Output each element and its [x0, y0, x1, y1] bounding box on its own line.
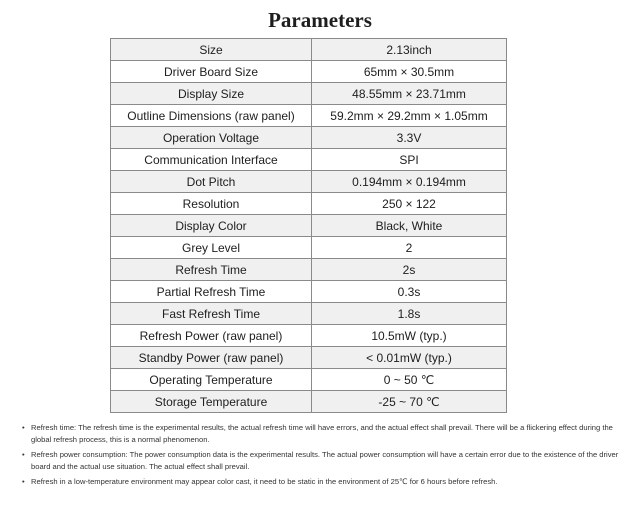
parameter-label: Partial Refresh Time [111, 281, 312, 303]
bullet-icon: • [22, 450, 25, 459]
parameter-value: < 0.01mW (typ.) [312, 347, 507, 369]
parameter-label: Storage Temperature [111, 391, 312, 413]
parameter-row [111, 215, 507, 237]
parameter-row [111, 369, 507, 391]
note-text: Refresh power consumption: The power consumption data is the experimental results. The actual power consumption will have a certain error due to the existence of the driver board and the actual use situation. The actual effect shall prevail. [31, 450, 619, 471]
parameter-label: Driver Board Size [111, 61, 312, 83]
parameter-row [111, 391, 507, 413]
parameter-label: Grey Level [111, 237, 312, 259]
parameter-row [111, 39, 507, 61]
notes-list [22, 422, 628, 492]
parameter-value: 0.3s [312, 281, 507, 303]
parameter-label: Display Size [111, 83, 312, 105]
parameter-label: Dot Pitch [111, 171, 312, 193]
parameter-value: 1.8s [312, 303, 507, 325]
parameter-label: Size [111, 39, 312, 61]
parameter-label: Standby Power (raw panel) [111, 347, 312, 369]
parameter-value: 3.3V [312, 127, 507, 149]
parameter-row [111, 61, 507, 83]
parameter-row [111, 149, 507, 171]
parameter-value: 0.194mm × 0.194mm [312, 171, 507, 193]
parameter-label: Refresh Power (raw panel) [111, 325, 312, 347]
parameter-label: Fast Refresh Time [111, 303, 312, 325]
note-item [22, 422, 628, 445]
page-title: Parameters [268, 8, 372, 32]
parameter-value: 65mm × 30.5mm [312, 61, 507, 83]
note-item [22, 476, 628, 488]
parameter-value: -25 ~ 70 ℃ [312, 391, 507, 413]
parameter-row [111, 83, 507, 105]
parameter-label: Refresh Time [111, 259, 312, 281]
bullet-icon: • [22, 423, 25, 432]
parameter-label: Operation Voltage [111, 127, 312, 149]
parameter-value: 0 ~ 50 ℃ [312, 369, 507, 391]
parameter-label: Resolution [111, 193, 312, 215]
parameter-row [111, 193, 507, 215]
parameter-value: Black, White [312, 215, 507, 237]
parameter-row [111, 303, 507, 325]
parameters-table [110, 38, 507, 413]
parameters-table-body [111, 39, 507, 413]
parameter-value: 59.2mm × 29.2mm × 1.05mm [312, 105, 507, 127]
parameter-row [111, 325, 507, 347]
parameter-row [111, 259, 507, 281]
parameter-value: 10.5mW (typ.) [312, 325, 507, 347]
parameter-label: Display Color [111, 215, 312, 237]
parameter-value: 250 × 122 [312, 193, 507, 215]
parameter-label: Operating Temperature [111, 369, 312, 391]
parameter-label: Communication Interface [111, 149, 312, 171]
parameter-value: 2 [312, 237, 507, 259]
parameter-row [111, 281, 507, 303]
parameter-value: SPI [312, 149, 507, 171]
parameter-row [111, 105, 507, 127]
note-text: Refresh in a low-temperature environment may appear color cast, it need to be static in the environment of 25℃ for 6 hours before refresh. [31, 477, 498, 486]
note-text: Refresh time: The refresh time is the experimental results, the actual refresh time will have errors, and the actual effect shall prevail. There will be a flickering effect during the global refresh process, this is a normal phenomenon. [31, 423, 613, 444]
bullet-icon: • [22, 477, 25, 486]
parameter-value: 2s [312, 259, 507, 281]
parameter-row [111, 127, 507, 149]
parameter-value: 48.55mm × 23.71mm [312, 83, 507, 105]
parameter-label: Outline Dimensions (raw panel) [111, 105, 312, 127]
parameter-row [111, 171, 507, 193]
parameter-row [111, 347, 507, 369]
parameter-value: 2.13inch [312, 39, 507, 61]
parameter-row [111, 237, 507, 259]
note-item [22, 449, 628, 472]
